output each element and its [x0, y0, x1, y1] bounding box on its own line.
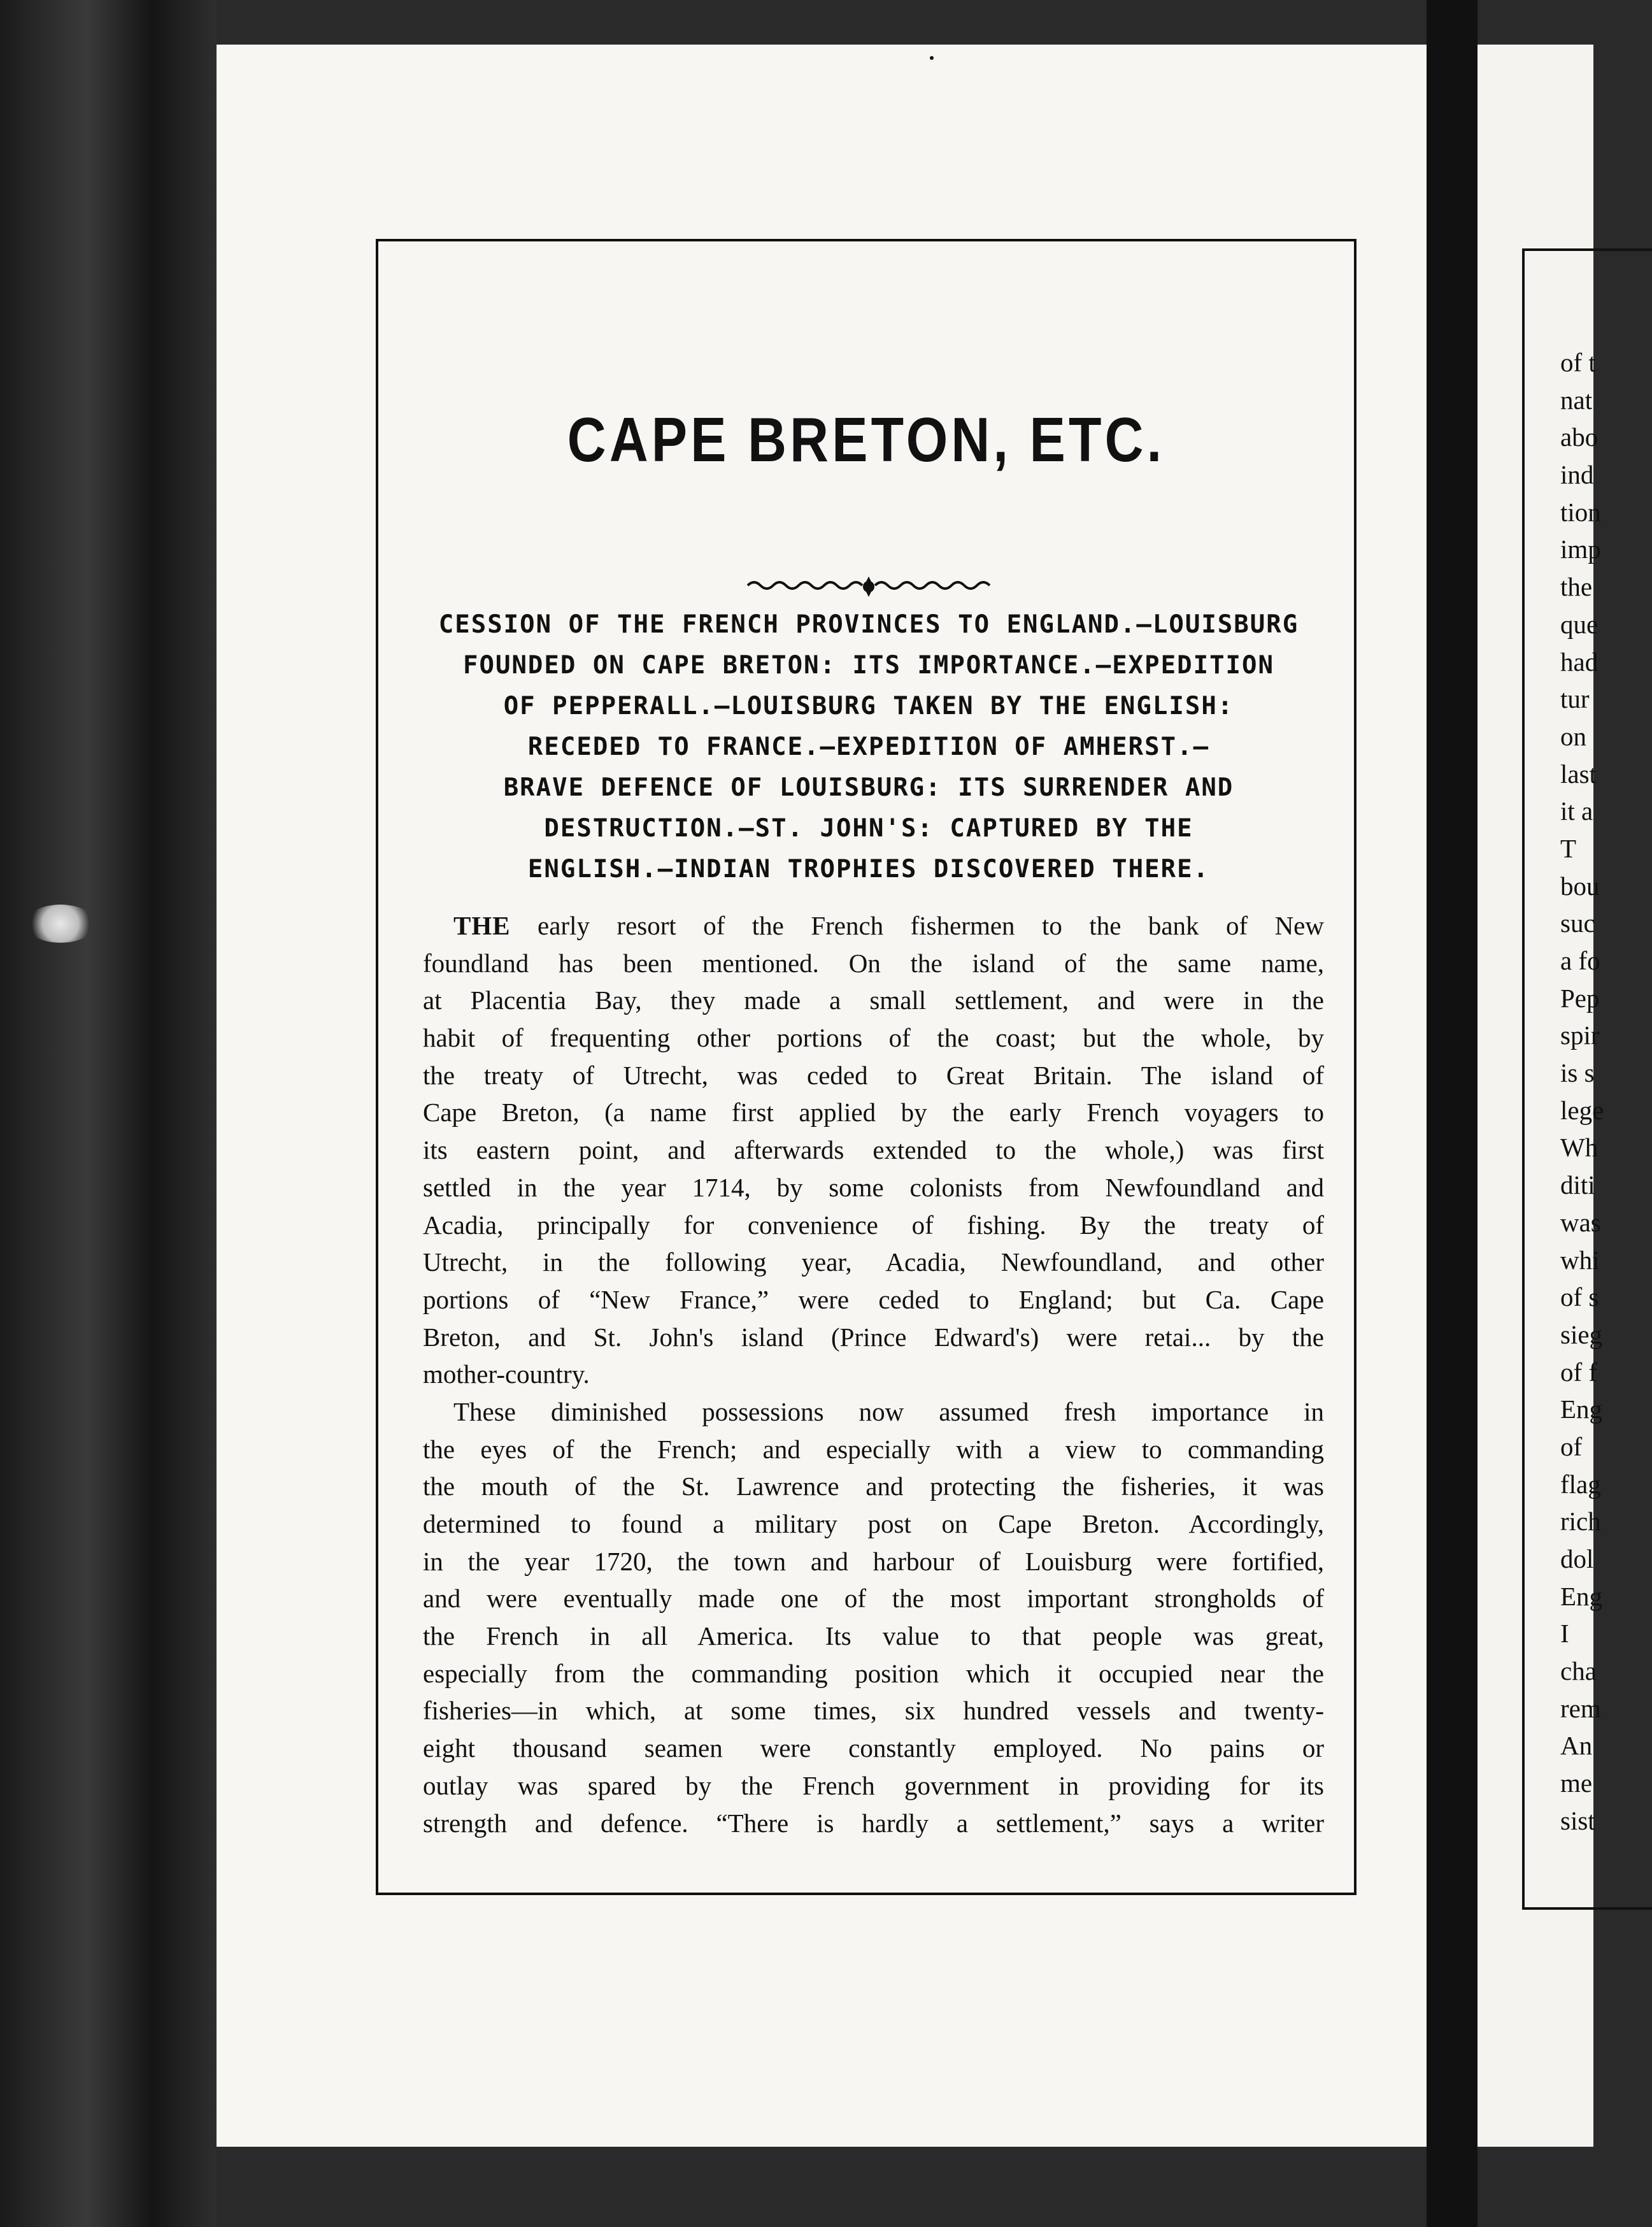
- facing-line-fragment: suc: [1560, 908, 1595, 938]
- chapter-summary: [397, 605, 1340, 890]
- page-frame: [376, 239, 1356, 1895]
- show-through-text: [417, 280, 1321, 364]
- wavy-rule-ornament: [748, 573, 990, 598]
- facing-line-fragment: dol: [1560, 1544, 1594, 1573]
- text-line: and were eventually made one of the most important strongholds of: [423, 1584, 1324, 1614]
- text-line: Acadia, principally for convenience of fishing. By the treaty of: [423, 1210, 1324, 1240]
- facing-line-fragment: Eng: [1560, 1581, 1603, 1611]
- facing-line-fragment: is s: [1560, 1058, 1595, 1088]
- text-line: habit of frequenting other portions of the coast; but the whole, by: [423, 1023, 1324, 1053]
- facing-page-text: [1560, 344, 1604, 1840]
- summary-line: RECEDED TO FRANCE.—EXPEDITION OF AMHERST.—: [527, 733, 1210, 761]
- text-line: eight thousand seamen were constantly employed. No pains or: [423, 1733, 1324, 1763]
- text-line: the French in all America. Its value to that people was great,: [423, 1621, 1324, 1651]
- text-line: THE early resort of the French fishermen to the bank of New: [453, 911, 1324, 940]
- lead-word: THE: [453, 911, 511, 940]
- summary-line: DESTRUCTION.—ST. JOHN'S: CAPTURED BY THE: [544, 814, 1193, 843]
- text-line: portions of “New France,” were ceded to England; but Ca. Cape: [423, 1284, 1324, 1314]
- summary-line: OF PEPPERALL.—LOUISBURG TAKEN BY THE ENGLISH:: [503, 692, 1234, 720]
- facing-line-fragment: rich: [1560, 1507, 1601, 1536]
- facing-page: [1478, 45, 1604, 2147]
- facing-line-fragment: sist: [1560, 1805, 1595, 1835]
- text-line: outlay was spared by the French government in providing for its: [423, 1770, 1324, 1800]
- facing-line-fragment: spir: [1560, 1020, 1600, 1050]
- facing-line-fragment: Pep: [1560, 983, 1600, 1013]
- facing-line-fragment: flag: [1560, 1469, 1601, 1499]
- facing-line-fragment: cha: [1560, 1656, 1597, 1686]
- facing-line-fragment: of: [1560, 1431, 1583, 1461]
- facing-line-fragment: An: [1560, 1731, 1593, 1761]
- facing-line-fragment: Wh: [1560, 1133, 1599, 1163]
- facing-line-fragment: of s: [1560, 1282, 1599, 1312]
- facing-line-fragment: was: [1560, 1207, 1601, 1237]
- facing-line-fragment: last: [1560, 759, 1597, 789]
- facing-line-fragment: whi: [1560, 1245, 1600, 1275]
- facing-line-fragment: diti: [1560, 1170, 1595, 1200]
- facing-line-fragment: tur: [1560, 684, 1590, 714]
- facing-line-fragment: sieg: [1560, 1319, 1603, 1349]
- text-line: foundland has been mentioned. On the island of the same name,: [423, 948, 1324, 978]
- text-line: its eastern point, and afterwards extended to the whole,) was first: [423, 1135, 1324, 1165]
- chapter-title: CAPE BRETON, ETC.: [567, 405, 1165, 475]
- facing-line-fragment: T: [1560, 833, 1577, 863]
- book-page: [217, 45, 1427, 2147]
- facing-line-fragment: lege: [1560, 1095, 1604, 1125]
- text-line: settled in the year 1714, by some colonists from Newfoundland and: [423, 1172, 1324, 1202]
- text-line: the mouth of the St. Lawrence and protecting the fisheries, it was: [423, 1472, 1324, 1501]
- facing-line-fragment: it a: [1560, 796, 1593, 826]
- facing-line-fragment: abo: [1560, 422, 1599, 452]
- book-gutter: [1427, 0, 1478, 2227]
- text-line: strength and defence. “There is hardly a settlement,” says a writer: [423, 1808, 1324, 1838]
- text-line: at Placentia Bay, they made a small settlement, and were in the: [423, 985, 1324, 1015]
- facing-line-fragment: on: [1560, 721, 1586, 751]
- facing-line-fragment: a fo: [1560, 946, 1600, 975]
- text-line: the treaty of Utrecht, was ceded to Great Britain. The island of: [423, 1060, 1324, 1090]
- summary-line: CESSION OF THE FRENCH PROVINCES TO ENGLAND.—LOUISBURG: [438, 610, 1299, 639]
- facing-line-fragment: of t: [1560, 348, 1596, 377]
- facing-line-fragment: ind: [1560, 460, 1594, 490]
- facing-line-fragment: tion: [1560, 497, 1601, 527]
- facing-line-fragment: rem: [1560, 1693, 1601, 1723]
- speck: [930, 56, 934, 60]
- text-line: Breton, and St. John's island (Prince Edward's) were retai... by the: [423, 1322, 1324, 1352]
- facing-line-fragment: que: [1560, 609, 1599, 639]
- facing-line-fragment: of f: [1560, 1357, 1598, 1387]
- body-text: [423, 907, 1324, 1842]
- facing-line-fragment: imp: [1560, 534, 1601, 564]
- text-line: fisheries—in which, at some times, six hundred vessels and twenty-: [423, 1696, 1324, 1726]
- scanner-left-margin: [0, 0, 217, 2227]
- text-line: determined to found a military post on Cape Breton. Accordingly,: [423, 1509, 1324, 1538]
- text-line: Utrecht, in the following year, Acadia, Newfoundland, and other: [423, 1247, 1324, 1277]
- facing-line-fragment: bou: [1560, 871, 1600, 901]
- text-line: These diminished possessions now assumed fresh importance in: [453, 1396, 1324, 1426]
- text-line: especially from the commanding position which it occupied near the: [423, 1658, 1324, 1688]
- text-line: in the year 1720, the town and harbour of Louisburg were fortified,: [423, 1546, 1324, 1576]
- facing-line-fragment: the: [1560, 572, 1593, 602]
- summary-line: BRAVE DEFENCE OF LOUISBURG: ITS SURRENDER AND: [503, 773, 1234, 802]
- text-line: Cape Breton, (a name first applied by the early French voyagers to: [423, 1098, 1324, 1128]
- summary-line: FOUNDED ON CAPE BRETON: ITS IMPORTANCE.—EXPEDITION: [463, 651, 1274, 680]
- scan-artifact: [25, 905, 96, 943]
- text-line: the eyes of the French; and especially with a view to commanding: [423, 1434, 1324, 1464]
- facing-line-fragment: I: [1560, 1619, 1569, 1649]
- text-line: mother-country.: [423, 1359, 590, 1389]
- summary-line: ENGLISH.—INDIAN TROPHIES DISCOVERED THERE.: [527, 855, 1210, 884]
- facing-line-fragment: nat: [1560, 385, 1593, 415]
- facing-line-fragment: me: [1560, 1768, 1593, 1798]
- facing-line-fragment: had: [1560, 647, 1599, 677]
- facing-line-fragment: Eng: [1560, 1394, 1603, 1424]
